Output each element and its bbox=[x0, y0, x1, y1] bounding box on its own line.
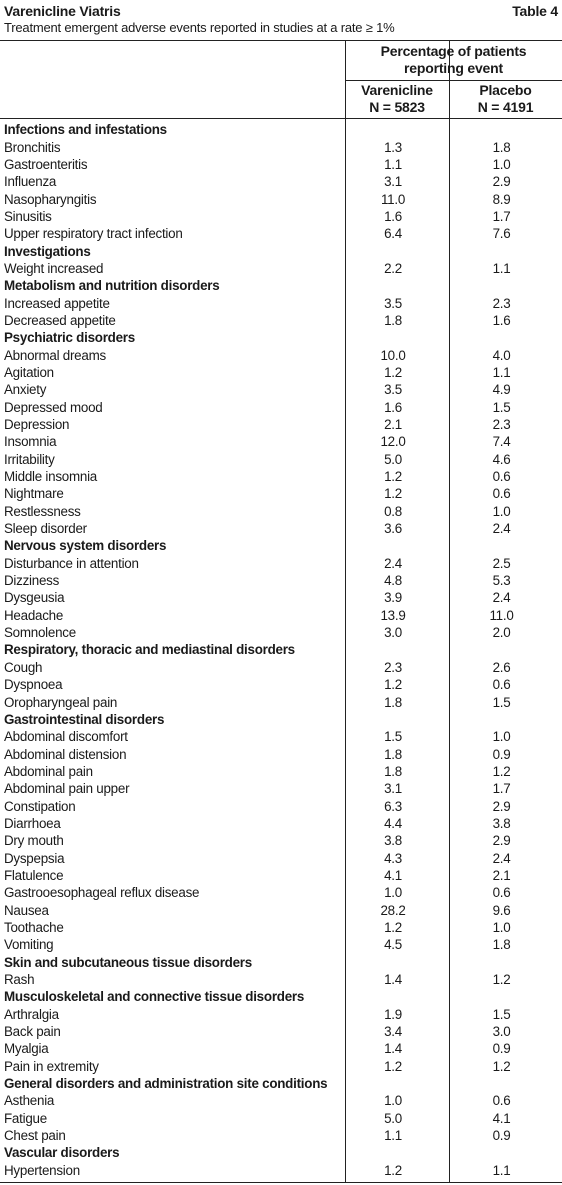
table-row bbox=[0, 624, 562, 641]
section-label: Skin and subcutaneous tissue disorders bbox=[4, 954, 252, 970]
table-caption: Treatment emergent adverse events reported in studies at a rate ≥ 1% bbox=[4, 20, 395, 35]
event-label: Abdominal discomfort bbox=[4, 729, 128, 745]
placebo-value: 1.7 bbox=[492, 208, 511, 224]
table-label: Table 4 bbox=[512, 3, 558, 19]
event-label: Abdominal pain bbox=[4, 763, 93, 779]
placebo-value: 2.4 bbox=[492, 590, 511, 606]
event-label: Diarrhoea bbox=[4, 815, 61, 831]
event-label: Decreased appetite bbox=[4, 312, 116, 328]
table-row bbox=[0, 555, 562, 572]
group-header bbox=[345, 43, 562, 77]
varenicline-value: 1.3 bbox=[384, 139, 402, 155]
placebo-value: 2.0 bbox=[492, 625, 511, 641]
table-row bbox=[0, 815, 562, 832]
placebo-value: 9.6 bbox=[492, 902, 511, 918]
placebo-n: N = 4191 bbox=[477, 99, 534, 115]
event-label: Headache bbox=[4, 607, 64, 623]
table-row bbox=[0, 1040, 562, 1057]
table-row bbox=[0, 1058, 562, 1075]
table-row bbox=[0, 416, 562, 433]
varenicline-value: 1.2 bbox=[384, 364, 402, 380]
varenicline-value: 2.1 bbox=[384, 417, 402, 433]
table-row bbox=[0, 138, 562, 155]
event-label: Chest pain bbox=[4, 1128, 66, 1144]
varenicline-value: 1.0 bbox=[384, 1093, 402, 1109]
section-header-row bbox=[0, 242, 562, 259]
varenicline-value: 1.2 bbox=[384, 1058, 402, 1074]
event-label: Toothache bbox=[4, 919, 64, 935]
varenicline-n: N = 5823 bbox=[369, 99, 425, 115]
section-header-row bbox=[0, 988, 562, 1005]
column-header-placebo bbox=[449, 82, 562, 116]
table-row bbox=[0, 225, 562, 242]
placebo-value: 1.2 bbox=[492, 1058, 511, 1074]
table-row bbox=[0, 780, 562, 797]
table-row bbox=[0, 849, 562, 866]
event-label: Gastrooesophageal reflux disease bbox=[4, 885, 200, 901]
placebo-value: 0.6 bbox=[492, 677, 511, 693]
event-label: Abdominal pain upper bbox=[4, 781, 130, 797]
event-label: Rash bbox=[4, 972, 35, 988]
section-label: Metabolism and nutrition disorders bbox=[4, 278, 220, 294]
table-row bbox=[0, 520, 562, 537]
event-label: Bronchitis bbox=[4, 139, 61, 155]
event-label: Somnolence bbox=[4, 625, 76, 641]
table-row bbox=[0, 485, 562, 502]
placebo-value: 1.7 bbox=[492, 781, 511, 797]
varenicline-value: 3.4 bbox=[384, 1024, 402, 1040]
event-label: Gastroenteritis bbox=[4, 156, 88, 172]
varenicline-value: 2.3 bbox=[384, 659, 402, 675]
table-row bbox=[0, 867, 562, 884]
table-row bbox=[0, 745, 562, 762]
section-header-row bbox=[0, 121, 562, 138]
event-label: Dyspnoea bbox=[4, 677, 63, 693]
placebo-value: 1.0 bbox=[492, 919, 511, 935]
varenicline-value: 1.8 bbox=[384, 312, 402, 328]
placebo-value: 2.3 bbox=[492, 295, 511, 311]
event-label: Nightmare bbox=[4, 486, 64, 502]
varenicline-value: 12.0 bbox=[380, 434, 406, 450]
event-label: Weight increased bbox=[4, 260, 104, 276]
varenicline-value: 1.2 bbox=[384, 1162, 402, 1178]
event-label: Sinusitis bbox=[4, 208, 52, 224]
varenicline-value: 3.5 bbox=[384, 382, 402, 398]
table-row bbox=[0, 832, 562, 849]
section-label: Infections and infestations bbox=[4, 122, 167, 138]
event-label: Constipation bbox=[4, 798, 76, 814]
event-label: Cough bbox=[4, 659, 43, 675]
section-label: Respiratory, thoracic and mediastinal disorders bbox=[4, 642, 295, 658]
placebo-value: 1.0 bbox=[492, 156, 511, 172]
placebo-name: Placebo bbox=[479, 82, 532, 98]
event-label: Depressed mood bbox=[4, 399, 103, 415]
varenicline-value: 1.2 bbox=[384, 469, 402, 485]
varenicline-value: 0.8 bbox=[384, 503, 402, 519]
varenicline-value: 3.5 bbox=[384, 295, 402, 311]
table-body bbox=[0, 121, 562, 1179]
placebo-value: 2.9 bbox=[492, 174, 511, 190]
varenicline-value: 1.8 bbox=[384, 763, 402, 779]
event-label: Influenza bbox=[4, 174, 57, 190]
table-top-rule bbox=[0, 40, 562, 41]
table-row bbox=[0, 728, 562, 745]
table-row bbox=[0, 572, 562, 589]
section-label: Musculoskeletal and connective tissue disorders bbox=[4, 989, 305, 1005]
event-label: Middle insomnia bbox=[4, 469, 98, 485]
varenicline-value: 5.0 bbox=[384, 1110, 402, 1126]
table-row bbox=[0, 1127, 562, 1144]
table-row bbox=[0, 312, 562, 329]
placebo-value: 0.6 bbox=[492, 1093, 511, 1109]
section-header-row bbox=[0, 1075, 562, 1092]
table-row bbox=[0, 468, 562, 485]
event-label: Upper respiratory tract infection bbox=[4, 226, 183, 242]
document-title: Varenicline Viatris bbox=[4, 3, 121, 19]
placebo-value: 1.8 bbox=[492, 139, 511, 155]
varenicline-value: 1.4 bbox=[384, 972, 402, 988]
placebo-value: 2.1 bbox=[492, 867, 511, 883]
varenicline-value: 5.0 bbox=[384, 451, 402, 467]
varenicline-value: 3.1 bbox=[384, 781, 402, 797]
table-row bbox=[0, 190, 562, 207]
placebo-value: 1.8 bbox=[492, 937, 511, 953]
event-label: Hypertension bbox=[4, 1162, 80, 1178]
event-label: Arthralgia bbox=[4, 1006, 59, 1022]
varenicline-value: 3.1 bbox=[384, 174, 402, 190]
event-label: Asthenia bbox=[4, 1093, 55, 1109]
section-header-row bbox=[0, 329, 562, 346]
table-row bbox=[0, 399, 562, 416]
placebo-value: 2.3 bbox=[492, 417, 511, 433]
table-row bbox=[0, 451, 562, 468]
varenicline-value: 10.0 bbox=[380, 347, 406, 363]
event-label: Agitation bbox=[4, 364, 54, 380]
placebo-value: 1.2 bbox=[492, 763, 511, 779]
event-label: Nasopharyngitis bbox=[4, 191, 97, 207]
event-label: Dysgeusia bbox=[4, 590, 65, 606]
varenicline-value: 6.3 bbox=[384, 798, 402, 814]
column-header-varenicline bbox=[345, 82, 449, 116]
table-row bbox=[0, 901, 562, 918]
placebo-value: 0.6 bbox=[492, 885, 511, 901]
varenicline-value: 1.5 bbox=[384, 729, 402, 745]
section-header-row bbox=[0, 1144, 562, 1161]
event-label: Disturbance in attention bbox=[4, 555, 139, 571]
event-label: Myalgia bbox=[4, 1041, 49, 1057]
table-row bbox=[0, 693, 562, 710]
varenicline-value: 1.8 bbox=[384, 746, 402, 762]
varenicline-value: 2.4 bbox=[384, 555, 402, 571]
table-row bbox=[0, 364, 562, 381]
varenicline-value: 1.2 bbox=[384, 486, 402, 502]
placebo-value: 1.1 bbox=[492, 364, 511, 380]
varenicline-value: 1.6 bbox=[384, 208, 402, 224]
table-row bbox=[0, 589, 562, 606]
table-row bbox=[0, 294, 562, 311]
event-label: Dry mouth bbox=[4, 833, 64, 849]
section-header-row bbox=[0, 641, 562, 658]
placebo-value: 2.4 bbox=[492, 521, 511, 537]
table-row bbox=[0, 346, 562, 363]
placebo-value: 3.8 bbox=[492, 815, 511, 831]
placebo-value: 5.3 bbox=[492, 573, 511, 589]
varenicline-value: 1.8 bbox=[384, 694, 402, 710]
table-row bbox=[0, 1092, 562, 1109]
event-label: Dizziness bbox=[4, 573, 60, 589]
table-row bbox=[0, 433, 562, 450]
placebo-value: 8.9 bbox=[492, 191, 511, 207]
event-label: Abnormal dreams bbox=[4, 347, 106, 363]
placebo-value: 4.1 bbox=[492, 1110, 511, 1126]
event-label: Back pain bbox=[4, 1024, 61, 1040]
event-label: Flatulence bbox=[4, 867, 64, 883]
section-label: General disorders and administration site conditions bbox=[4, 1076, 328, 1092]
placebo-value: 2.5 bbox=[492, 555, 511, 571]
placebo-value: 1.6 bbox=[492, 312, 511, 328]
event-label: Abdominal distension bbox=[4, 746, 127, 762]
placebo-value: 4.9 bbox=[492, 382, 511, 398]
table-row bbox=[0, 797, 562, 814]
placebo-value: 2.6 bbox=[492, 659, 511, 675]
placebo-value: 1.1 bbox=[492, 260, 511, 276]
event-label: Fatigue bbox=[4, 1110, 47, 1126]
table-row bbox=[0, 936, 562, 953]
varenicline-value: 3.0 bbox=[384, 625, 402, 641]
table-row bbox=[0, 1110, 562, 1127]
varenicline-value: 2.2 bbox=[384, 260, 402, 276]
varenicline-value: 1.4 bbox=[384, 1041, 402, 1057]
placebo-value: 11.0 bbox=[489, 607, 514, 623]
varenicline-value: 1.2 bbox=[384, 919, 402, 935]
placebo-value: 4.6 bbox=[492, 451, 511, 467]
section-header-row bbox=[0, 537, 562, 554]
table-row bbox=[0, 763, 562, 780]
varenicline-value: 1.1 bbox=[384, 156, 402, 172]
event-label: Restlessness bbox=[4, 503, 81, 519]
table-row bbox=[0, 156, 562, 173]
varenicline-value: 4.3 bbox=[384, 850, 402, 866]
section-header-row bbox=[0, 277, 562, 294]
varenicline-value: 1.2 bbox=[384, 677, 402, 693]
varenicline-value: 6.4 bbox=[384, 226, 402, 242]
varenicline-value: 3.6 bbox=[384, 521, 402, 537]
event-label: Pain in extremity bbox=[4, 1058, 99, 1074]
event-label: Insomnia bbox=[4, 434, 57, 450]
varenicline-value: 3.9 bbox=[384, 590, 402, 606]
table-row bbox=[0, 1023, 562, 1040]
placebo-value: 0.6 bbox=[492, 469, 511, 485]
placebo-value: 2.9 bbox=[492, 798, 511, 814]
event-label: Vomiting bbox=[4, 937, 54, 953]
varenicline-value: 1.6 bbox=[384, 399, 402, 415]
table-row bbox=[0, 607, 562, 624]
event-label: Dyspepsia bbox=[4, 850, 65, 866]
title-row bbox=[4, 3, 558, 19]
section-label: Gastrointestinal disorders bbox=[4, 711, 165, 727]
table-row bbox=[0, 884, 562, 901]
table-row bbox=[0, 659, 562, 676]
table-row bbox=[0, 1006, 562, 1023]
table-row bbox=[0, 1162, 562, 1179]
varenicline-value: 3.8 bbox=[384, 833, 402, 849]
placebo-value: 7.6 bbox=[492, 226, 511, 242]
placebo-value: 0.9 bbox=[492, 1041, 511, 1057]
section-label: Investigations bbox=[4, 243, 91, 259]
table-row bbox=[0, 173, 562, 190]
group-header-line2: reporting event bbox=[404, 60, 503, 76]
table-row bbox=[0, 503, 562, 520]
placebo-value: 0.9 bbox=[492, 1128, 511, 1144]
varenicline-value: 11.0 bbox=[380, 191, 406, 207]
event-label: Anxiety bbox=[4, 382, 47, 398]
placebo-value: 2.9 bbox=[492, 833, 511, 849]
event-label: Depression bbox=[4, 417, 70, 433]
placebo-value: 1.0 bbox=[492, 503, 511, 519]
table-row bbox=[0, 919, 562, 936]
varenicline-value: 4.4 bbox=[384, 815, 402, 831]
event-label: Irritability bbox=[4, 451, 55, 467]
table-row bbox=[0, 260, 562, 277]
event-label: Oropharyngeal pain bbox=[4, 694, 118, 710]
varenicline-value: 1.0 bbox=[384, 885, 402, 901]
header-bottom-rule bbox=[0, 118, 562, 119]
section-header-row bbox=[0, 711, 562, 728]
event-label: Sleep disorder bbox=[4, 521, 87, 537]
event-label: Nausea bbox=[4, 902, 49, 918]
group-header-line1: Percentage of patients bbox=[380, 43, 527, 59]
placebo-value: 1.5 bbox=[492, 694, 511, 710]
placebo-value: 1.2 bbox=[492, 972, 511, 988]
event-label: Increased appetite bbox=[4, 295, 110, 311]
table-row bbox=[0, 208, 562, 225]
placebo-value: 3.0 bbox=[492, 1024, 511, 1040]
placebo-value: 0.6 bbox=[492, 486, 511, 502]
varenicline-value: 1.9 bbox=[384, 1006, 402, 1022]
section-label: Vascular disorders bbox=[4, 1145, 120, 1161]
placebo-value: 1.5 bbox=[492, 1006, 511, 1022]
varenicline-value: 13.9 bbox=[380, 607, 406, 623]
placebo-value: 1.5 bbox=[492, 399, 511, 415]
table-row bbox=[0, 971, 562, 988]
group-header-rule bbox=[345, 80, 562, 81]
table-row bbox=[0, 381, 562, 398]
varenicline-value: 1.1 bbox=[384, 1128, 402, 1144]
varenicline-name: Varenicline bbox=[361, 82, 433, 98]
table-bottom-rule bbox=[0, 1182, 562, 1183]
placebo-value: 7.4 bbox=[492, 434, 511, 450]
varenicline-value: 28.2 bbox=[380, 902, 406, 918]
section-label: Nervous system disorders bbox=[4, 538, 167, 554]
section-header-row bbox=[0, 954, 562, 971]
placebo-value: 2.4 bbox=[492, 850, 511, 866]
placebo-value: 4.0 bbox=[492, 347, 511, 363]
table-row bbox=[0, 676, 562, 693]
varenicline-value: 4.1 bbox=[384, 867, 402, 883]
varenicline-value: 4.8 bbox=[384, 573, 402, 589]
placebo-value: 1.0 bbox=[492, 729, 511, 745]
varenicline-value: 4.5 bbox=[384, 937, 402, 953]
placebo-value: 1.1 bbox=[492, 1162, 511, 1178]
placebo-value: 0.9 bbox=[492, 746, 511, 762]
section-label: Psychiatric disorders bbox=[4, 330, 135, 346]
